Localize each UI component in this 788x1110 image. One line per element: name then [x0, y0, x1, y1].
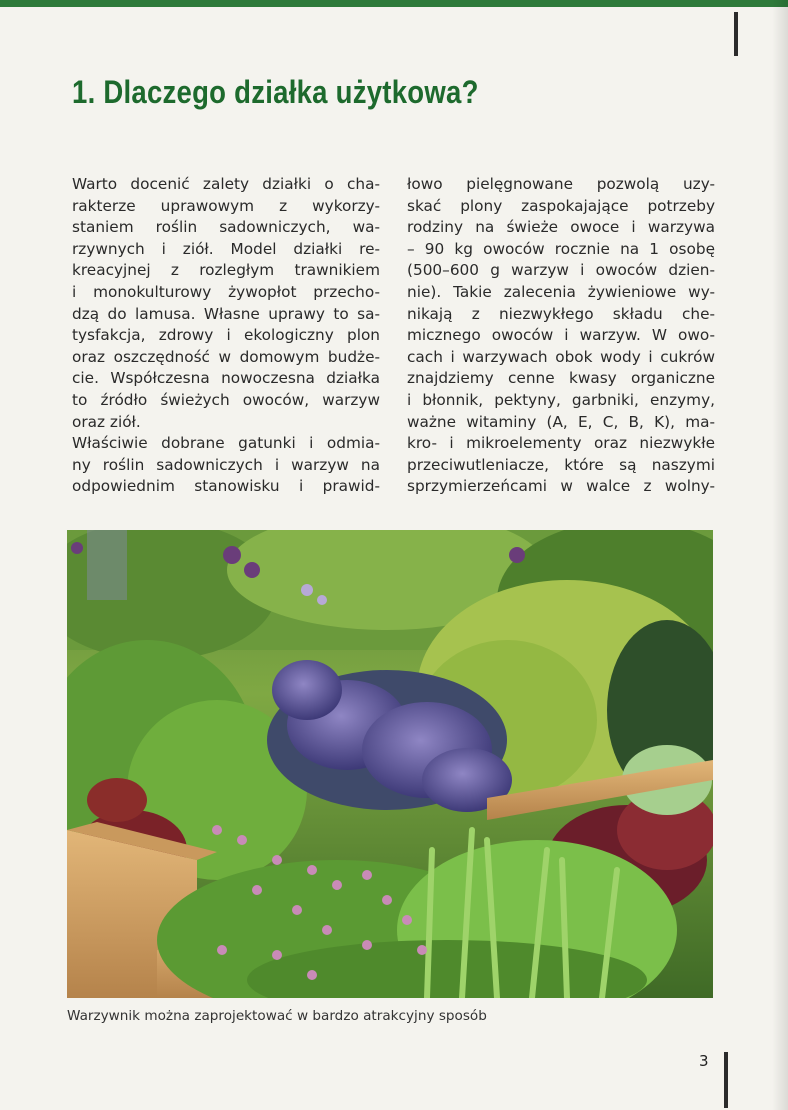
text-line: łowo pielęgnowane pozwolą uzy-	[407, 175, 715, 193]
page-number: 3	[699, 1052, 709, 1070]
text-column-left	[72, 174, 380, 498]
text-line: rakterze uprawowym z wykorzy-	[72, 196, 380, 215]
text-line: przeciwutleniacze, które są naszymi	[407, 455, 715, 474]
text-line: ważne witaminy (A, E, C, B, K), ma-	[407, 412, 715, 431]
top-right-margin-mark	[734, 12, 738, 56]
text-line: znajdziemy cenne kwasy organiczne	[407, 369, 715, 388]
text-line: i monokulturowy żywopłot przecho-	[72, 282, 380, 301]
text-line: – 90 kg owoców rocznie na 1 osobę	[407, 239, 715, 258]
chapter-title: 1. Dlaczego działka użytkowa?	[72, 74, 479, 110]
top-green-bar	[0, 0, 788, 7]
text-line: rodziny na świeże owoce i warzywa	[407, 218, 715, 237]
text-line: (500–600 g warzyw i owoców dzien-	[407, 261, 715, 280]
text-column-right	[407, 174, 715, 498]
text-line: micznego owoców i warzyw. W owo-	[407, 326, 715, 345]
photo-caption: Warzywnik można zaprojektować w bardzo atrakcyjny sposób	[67, 1008, 487, 1024]
text-line: dzą do lamusa. Własne uprawy to sa-	[72, 304, 380, 323]
text-line: nie). Takie zalecenia żywieniowe wy-	[407, 282, 715, 301]
text-line: Właściwie dobrane gatunki i odmia-	[72, 434, 380, 453]
text-line: skać plony zaspokajające potrzeby	[407, 196, 715, 215]
text-line: nikają z niezwykłego składu che-	[407, 304, 715, 323]
bottom-margin-mark	[724, 1052, 728, 1108]
text-line: kreacyjnej z rozległym trawnikiem	[72, 261, 380, 280]
text-line: rzywnych i ziół. Model działki re-	[72, 239, 380, 258]
text-line: cach i warzywach obok wody i cukrów	[407, 347, 715, 366]
text-line: Warto docenić zalety działki o cha-	[72, 175, 380, 193]
text-line: kro- i mikroelementy oraz niezwykłe	[407, 434, 715, 453]
text-line: sprzymierzeńcami w walce z wolny-	[407, 477, 715, 496]
text-line: i błonnik, pektyny, garbniki, enzymy,	[407, 390, 715, 409]
text-line: cie. Współczesna nowoczesna działka	[72, 369, 380, 388]
text-line: odpowiednim stanowisku i prawid-	[72, 477, 380, 496]
vegetable-garden-photo	[67, 530, 713, 998]
text-line: tysfakcja, zdrowy i ekologiczny plon	[72, 326, 380, 345]
text-line: staniem roślin sadowniczych, wa-	[72, 218, 380, 237]
page-edge-shadow	[772, 0, 788, 1110]
text-line: to źródło świeżych owoców, warzyw	[72, 390, 380, 409]
text-line: ny roślin sadowniczych i warzyw na	[72, 455, 380, 474]
text-line: oraz oszczędność w domowym budże-	[72, 347, 380, 366]
text-line: oraz ziół.	[72, 412, 141, 431]
